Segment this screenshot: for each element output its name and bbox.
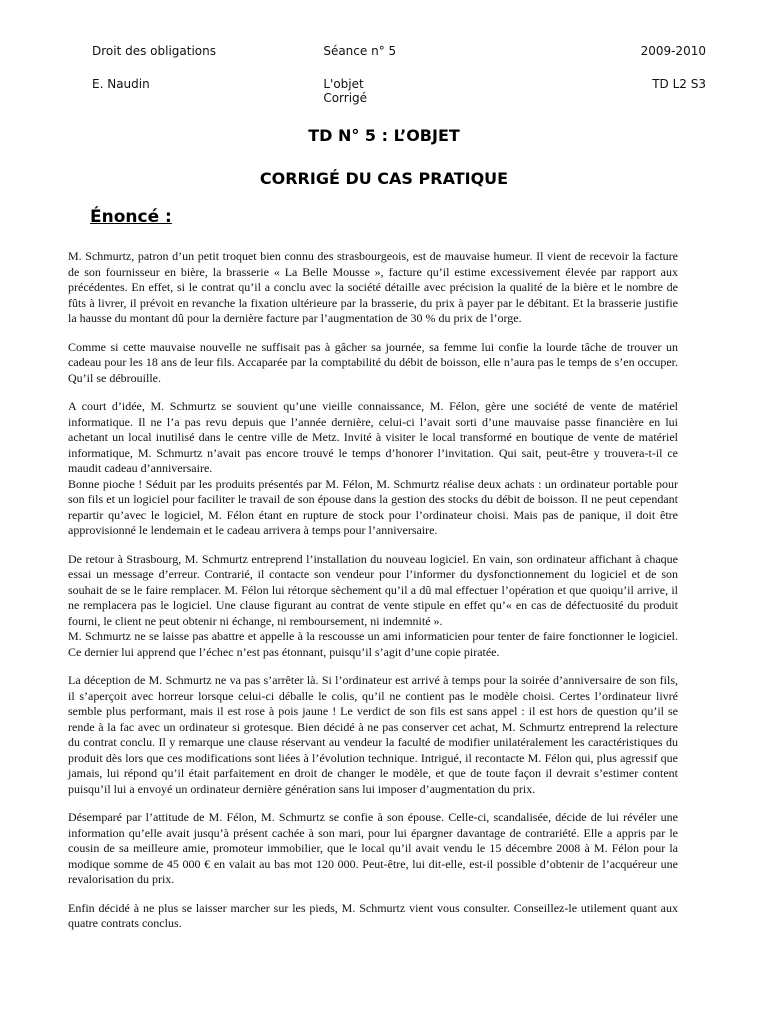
academic-year: 2009-2010: [640, 44, 706, 58]
course-name: Droit des obligations: [92, 44, 217, 58]
document-title: TD N° 5 : L’OBJET: [308, 126, 460, 145]
topic-line-2: Corrigé: [323, 91, 368, 105]
document-subtitle: CORRIGÉ DU CAS PRATIQUE: [259, 169, 509, 188]
topic-line-1: L'objet: [323, 77, 364, 91]
paragraph: Enfin décidé à ne plus se laisser marcher sur les pieds, M. Schmurtz vient vous consulter. Conseillez-le utilement quant aux quatre contrats conclus.: [68, 900, 678, 930]
paragraph: Comme si cette mauvaise nouvelle ne suffisait pas à gâcher sa journée, sa femme lui confie la lourde tâche de trouver un cadeau pour les 18 ans de leur fils. Accaparée par la comptabilité du débit de boisson, elle n’aura pas le temps de s’en occuper. Qu’il se débrouille.: [68, 339, 678, 385]
session-number: Séance n° 5: [323, 44, 397, 58]
course-level: TD L2 S3: [652, 77, 706, 91]
topic-block: [283, 77, 514, 105]
section-heading: Énoncé :: [90, 207, 172, 227]
header-row-1: [92, 44, 706, 58]
document-body: [68, 249, 678, 945]
paragraph: Désemparé par l’attitude de M. Félon, M. Schmurtz se confie à son épouse. Celle-ci, scandalisée, décide de lui révéler une information qu’elle avait jusqu’à présent cachée à son mari, pour lui épargner davantage de contrariété. Elle a appris par le cousin de sa meilleure amie, promoteur immobilier, que le local qu’il avait vendu le 15 décembre 2008 à M. Félon pour la modique somme de 45 000 € en valait au bas mot 120 000. Peut-être, lui dit-elle, est-il possible d’obtenir de l’acquéreur une revalorisation du prix.: [68, 810, 678, 886]
header-row-2: [92, 77, 706, 105]
paragraph: Bonne pioche ! Séduit par les produits présentés par M. Félon, M. Schmurtz réalise deux achats : un ordinateur portable pour son fils et un logiciel pour faciliter le travail de son épouse dans la gestion des stocks du débit de boisson. Il ne peut cependant repartir qu’avec le logiciel, M. Félon étant en rupture de stock pour l’ordinateur choisi. Mais pas de panique, il doit être approvisionné le lendemain et le cadeau arrivera à temps pour l’anniversaire.: [68, 476, 678, 537]
paragraph: De retour à Strasbourg, M. Schmurtz entreprend l’installation du nouveau logiciel. En vain, son ordinateur affichant à chaque essai un message d’erreur. Contrarié, il contacte son vendeur pour l’informer du dysfonctionnement du logiciel et de son souhait de se le faire remplacer. M. Félon lui rétorque sèchement qu’il a dû mal effectuer l’opération et que quoiqu’il arrive, il ne remplacera pas le logiciel. Une clause figurant au contrat de vente stipule en effet qu’« en cas de défectuosité du produit fourni, le client ne peut obtenir ni échange, ni remboursement, ni indemnité ».: [68, 551, 678, 628]
paragraph: La déception de M. Schmurtz ne va pas s’arrêter là. Si l’ordinateur est arrivé à temps pour la soirée d’anniversaire de son fils, il s’aperçoit avec horreur lorsque celui-ci déballe le colis, qu’il ne contient pas le modèle choisi. Certes l’ordinateur livré semble plus performant, mais il est rose à pois jaune ! Le verdict de son fils est sans appel : il est hors de question qu’il se rende à la fac avec un ordinateur si grotesque. Bien décidé à ne pas conserver cet achat, M. Schmurtz entreprend la relecture du contrat conclu. Il y remarque une clause réservant au vendeur la faculté de modifier unilatéralement les caractéristiques du produit dès lors que ces modifications sont liées à l’évolution technique. Intrigué, il recontacte M. Félon qui, plus agressif que jamais, lui répond qu’il était parfaitement en droit de changer le modèle, et que de toute façon il devrait s’estimer content puisqu’il lui a envoyé un ordinateur dernière génération sans lui imposer d’augmentation du prix.: [68, 673, 678, 796]
paragraph: A court d’idée, M. Schmurtz se souvient qu’une vieille connaissance, M. Félon, gère une société de vente de matériel informatique. Il ne l’a pas revu depuis que l’année dernière, celui-ci l’avait sorti d’une mauvaise passe financière en lui achetant un local inutilisé dans le centre ville de Metz. Invité à visiter le local transformé en boutique de vente de matériel informatique, M. Schmurtz n’avait pas encore trouvé le temps d’honorer l’invitation. Qui sait, peut-être y trouvera-t-il ce maudit cadeau d’anniversaire.: [68, 399, 678, 475]
author-name: E. Naudin: [92, 77, 150, 91]
paragraph: M. Schmurtz, patron d’un petit troquet bien connu des strasbourgeois, est de mauvaise humeur. Il vient de recevoir la facture de son fournisseur en bière, la brasserie « La Belle Mousse », facture qu’il estime excessivement élevée par rapport aux précédentes. En effet, si le contrat qu’il a conclu avec la société détaille avec précision la qualité de la bière et le nombre de fûts à livrer, il prévoit en revanche la fixation ultérieure par la brasserie, du prix à payer par le débitant. Et la brasserie justifie la hausse du montant dû pour la dernière facture par l’augmentation de 30 % du prix de l’orge.: [68, 249, 678, 325]
paragraph: M. Schmurtz ne se laisse pas abattre et appelle à la rescousse un ami informaticien pour tenter de faire fonctionner le logiciel. Ce dernier lui apprend que l’échec n’est pas étonnant, puisqu’il s’agit d’une copie piratée.: [68, 629, 678, 659]
